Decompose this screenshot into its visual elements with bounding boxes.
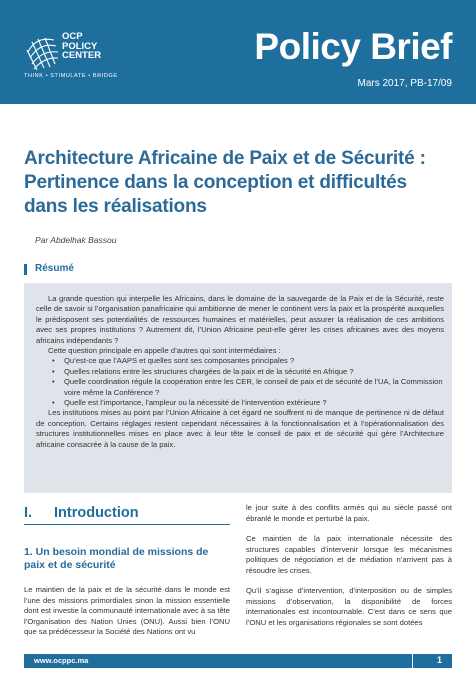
header-banner	[0, 0, 476, 104]
summary-bullet: • Qu’est-ce que l’AAPS et quelles sont ses composantes principales ?	[64, 356, 444, 366]
author-line: Par Abdelhak Bassou	[35, 235, 117, 245]
summary-paragraph-3: Les institutions mises au point par l’Union Africaine à cet égard ne souffrent ni de manque de pertinence ni de défaut de conception. Certains réglages restent cependant nécessaires à la fonctionnalisation et à l’opérationnalisation des structures institutionnelles mises en place avec à leur tête le conseil de paix et de sécurité qui gère l’Architecture africaine consacrée à la cause de la paix.	[36, 408, 444, 449]
body-column-right	[246, 503, 452, 638]
section-number: I.	[24, 505, 33, 521]
summary-text	[36, 294, 444, 450]
footer-divider	[412, 654, 413, 668]
body-paragraph: Le maintien de la paix et de la sécurité dans le monde est l’une des missions primordiales sinon la mission essentielle dont est investie la communauté internationale avec à sa tête l’Organisation des Nation Unies (ONU). Aussi bien l’ONU que sa prédécesseur la Société des Nations ont vu	[24, 585, 230, 636]
section-title: Introduction	[54, 505, 139, 521]
logo-wordmark	[62, 32, 101, 61]
body-paragraph: le jour suite à des conflits armés qui au siècle passé ont ébranlé le monde et perturbé la paix.	[246, 503, 452, 523]
summary-marker	[24, 264, 27, 275]
policy-brief-title: Policy Brief	[254, 26, 452, 67]
summary-heading: Résumé	[35, 263, 74, 274]
summary-paragraph-1: La grande question qui interpelle les Africains, dans le domaine de la sauvegarde de la Paix et de la Sécurité, reste celle de savoir si l’organisation panafricaine qui ambitionne de mener le continent vers la paix et la prospérité auxquelles le prédisposent ses potentialités de ressources humaines et matérielles, peut assurer la réalisation de ces ambitions avec ses propres institutions ? Autrement dit, l’Union Africaine peut-elle gérer les crises africaines avec des moyens africains indépendants ?	[36, 294, 444, 345]
body-paragraph: Qu’il s’agisse d’intervention, d’interposition ou de simples missions d’observation, la disponibilité de forces internationales est incontournable. C’est dans ce sens que l’ONU et les organisations régionales se sont dotées	[246, 586, 452, 627]
summary-bullet-list	[36, 356, 444, 408]
logo-line-center: CENTER	[62, 50, 102, 61]
logo-tagline: THINK • STIMULATE • BRIDGE	[24, 73, 118, 79]
summary-bullet: • Quelle coordination régule la coopération entre les CER, le conseil de paix et de sécurité de l’UA, la Commission voire même la Conférence ?	[64, 377, 444, 398]
page-number: 1	[436, 655, 442, 665]
issue-date: Mars 2017, PB-17/09	[357, 78, 452, 89]
document-title: Architecture Africaine de Paix et de Sécurité : Pertinence dans la conception et difficultés dans les réalisations	[24, 148, 426, 217]
body-column-left	[24, 585, 230, 638]
summary-bullet: • Quelle est l’importance, l’ampleur ou la nécessité de l’intervention extérieure ?	[64, 398, 444, 408]
section-rule	[24, 524, 230, 525]
footer-website-link[interactable]: www.ocppc.ma	[34, 656, 89, 665]
subsection-heading: 1. Un besoin mondial de missions de paix et de sécurité	[24, 546, 209, 571]
logo-line-policy: POLICY	[62, 40, 98, 52]
section-heading	[24, 505, 139, 521]
summary-paragraph-2: Cette question principale en appelle d’autres qui sont intermédiaires :	[48, 346, 281, 356]
body-paragraph: Ce maintien de la paix internationale nécessite des structures capables d’intervenir lorsque les mécanismes politiques de négociation et de médiation n’arrivent pas à résoudre les crises.	[246, 534, 452, 575]
summary-bullet: • Quelles relations entre les structures chargées de la paix et de la sécurité en Afrique ?	[64, 367, 444, 377]
logo-line-ocp: OCP	[62, 31, 83, 42]
